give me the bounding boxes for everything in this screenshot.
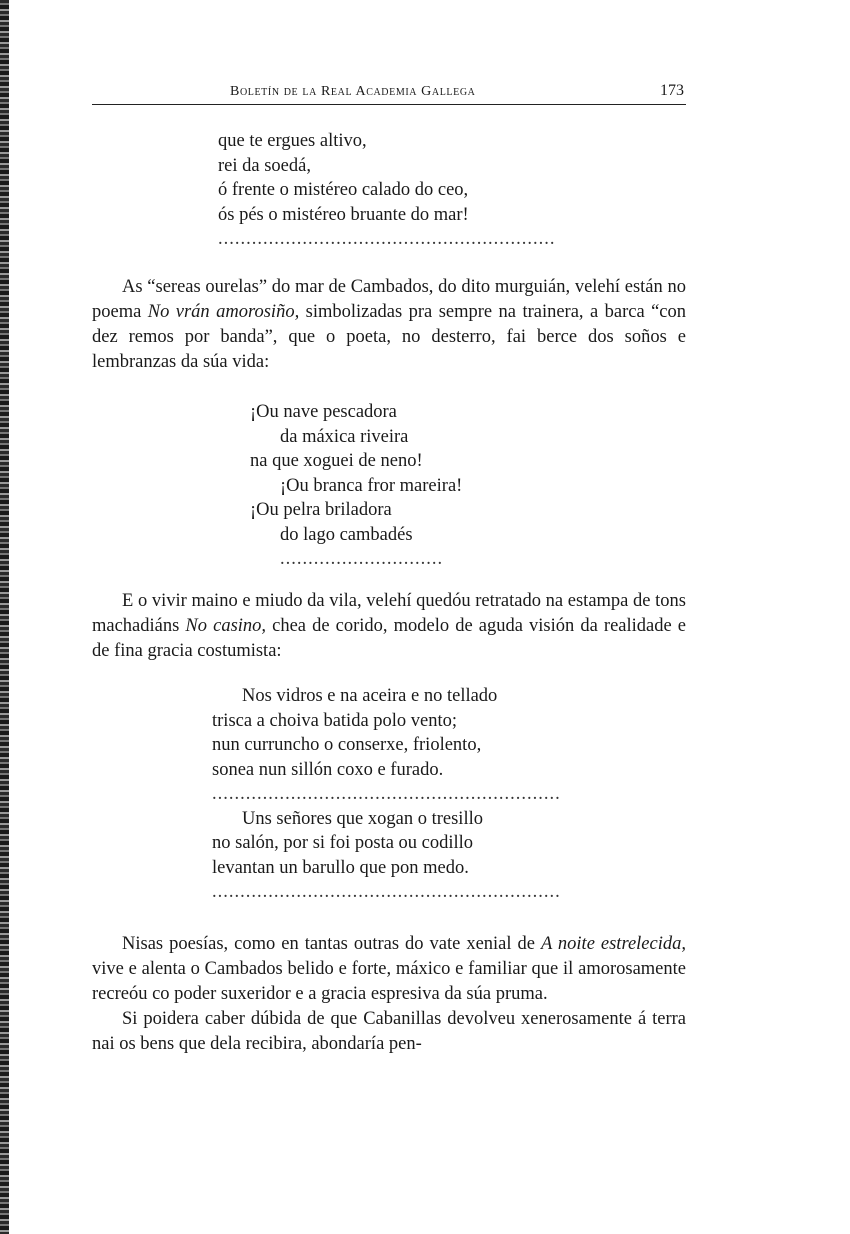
paragraph-text	[92, 275, 686, 375]
paragraph-text: Si poidera caber dúbida de que Cabanillas devolveu xenerosamente á terra nai os bens que dela recibira, abondaría pen-	[92, 1009, 686, 1054]
text-run: Nisas poesías, como en tantas outras do vate xenial de	[122, 934, 541, 954]
ellipsis-line: .............................	[280, 549, 444, 569]
text-run: chea de corido, modelo de aguda visión da realidade e de fina gracia costumista:	[92, 616, 686, 661]
poem-line: sonea nun sillón coxo e furado.	[212, 759, 444, 780]
running-title: Boletín de la Real Academia Gallega	[230, 84, 476, 99]
poem-excerpt-2	[250, 400, 462, 572]
ellipsis-line: ..............................................................	[212, 882, 561, 902]
poem-excerpt-1	[218, 129, 558, 252]
paragraph-2	[92, 589, 686, 664]
ellipsis-line: ..............................................................	[212, 784, 561, 804]
book-title: A noite estrelecida,	[540, 934, 686, 954]
page-number: 173	[660, 82, 684, 99]
poem-line: ¡Ou nave pescadora	[250, 402, 397, 422]
poem-line: na que xoguei de neno!	[250, 451, 423, 471]
poem-title: No vrán amorosiño,	[147, 302, 300, 322]
poem-line: ós pés o mistéreo bruante do mar!	[218, 204, 469, 225]
poem-line: trisca a choiva batida polo vento;	[212, 710, 458, 731]
poem-line: que te ergues altivo,	[218, 131, 367, 151]
poem-line: Nos vidros e na aceira e no tellado	[242, 686, 498, 706]
scanned-page-edge	[0, 0, 9, 1234]
poem-line: do lago cambadés	[280, 524, 413, 545]
text-run: simbolizadas pra sempre na trainera, a barca “con dez remos por banda”, que o poeta, no desterro, fai berce dos soños e lembranzas da súa vida:	[92, 302, 687, 372]
poem-line: ó frente o mistéreo calado do ceo,	[218, 180, 469, 200]
text-run: As “sereas ourelas” do mar de Cambados, do dito murguián, velehí están no poema	[92, 277, 686, 322]
poem-line: rei da soedá,	[218, 155, 311, 176]
paragraph-1	[92, 275, 686, 375]
poem-line: Uns señores que xogan o tresillo	[242, 808, 483, 829]
ellipsis-line: ............................................................	[218, 229, 556, 249]
text-run: E o vivir maino e miudo da vila, velehí quedóu retratado na estampa de tons machadiáns	[92, 591, 686, 636]
paragraph-text	[92, 589, 686, 664]
poem-line: da máxica riveira	[280, 426, 409, 447]
poem-line: nun curruncho o conserxe, friolento,	[212, 735, 482, 755]
poem-line: ¡Ou pelra briladora	[250, 500, 392, 520]
poem-line: levantan un barullo que pon medo.	[212, 857, 469, 878]
paragraph-3	[92, 932, 686, 1057]
poem-excerpt-3	[212, 684, 568, 905]
page-header	[92, 82, 686, 105]
text-run: vive e alenta o Cambados belido e forte, máxico e familiar que il amorosamente recreóu co poder suxeridor e a gracia espresiva da súa pruma.	[92, 959, 686, 1004]
poem-line: no salón, por si foi posta ou codillo	[212, 833, 474, 853]
poem-line: ¡Ou branca fror mareira!	[280, 475, 463, 496]
paragraph-text	[92, 932, 686, 1007]
poem-title: No casino,	[185, 616, 267, 636]
